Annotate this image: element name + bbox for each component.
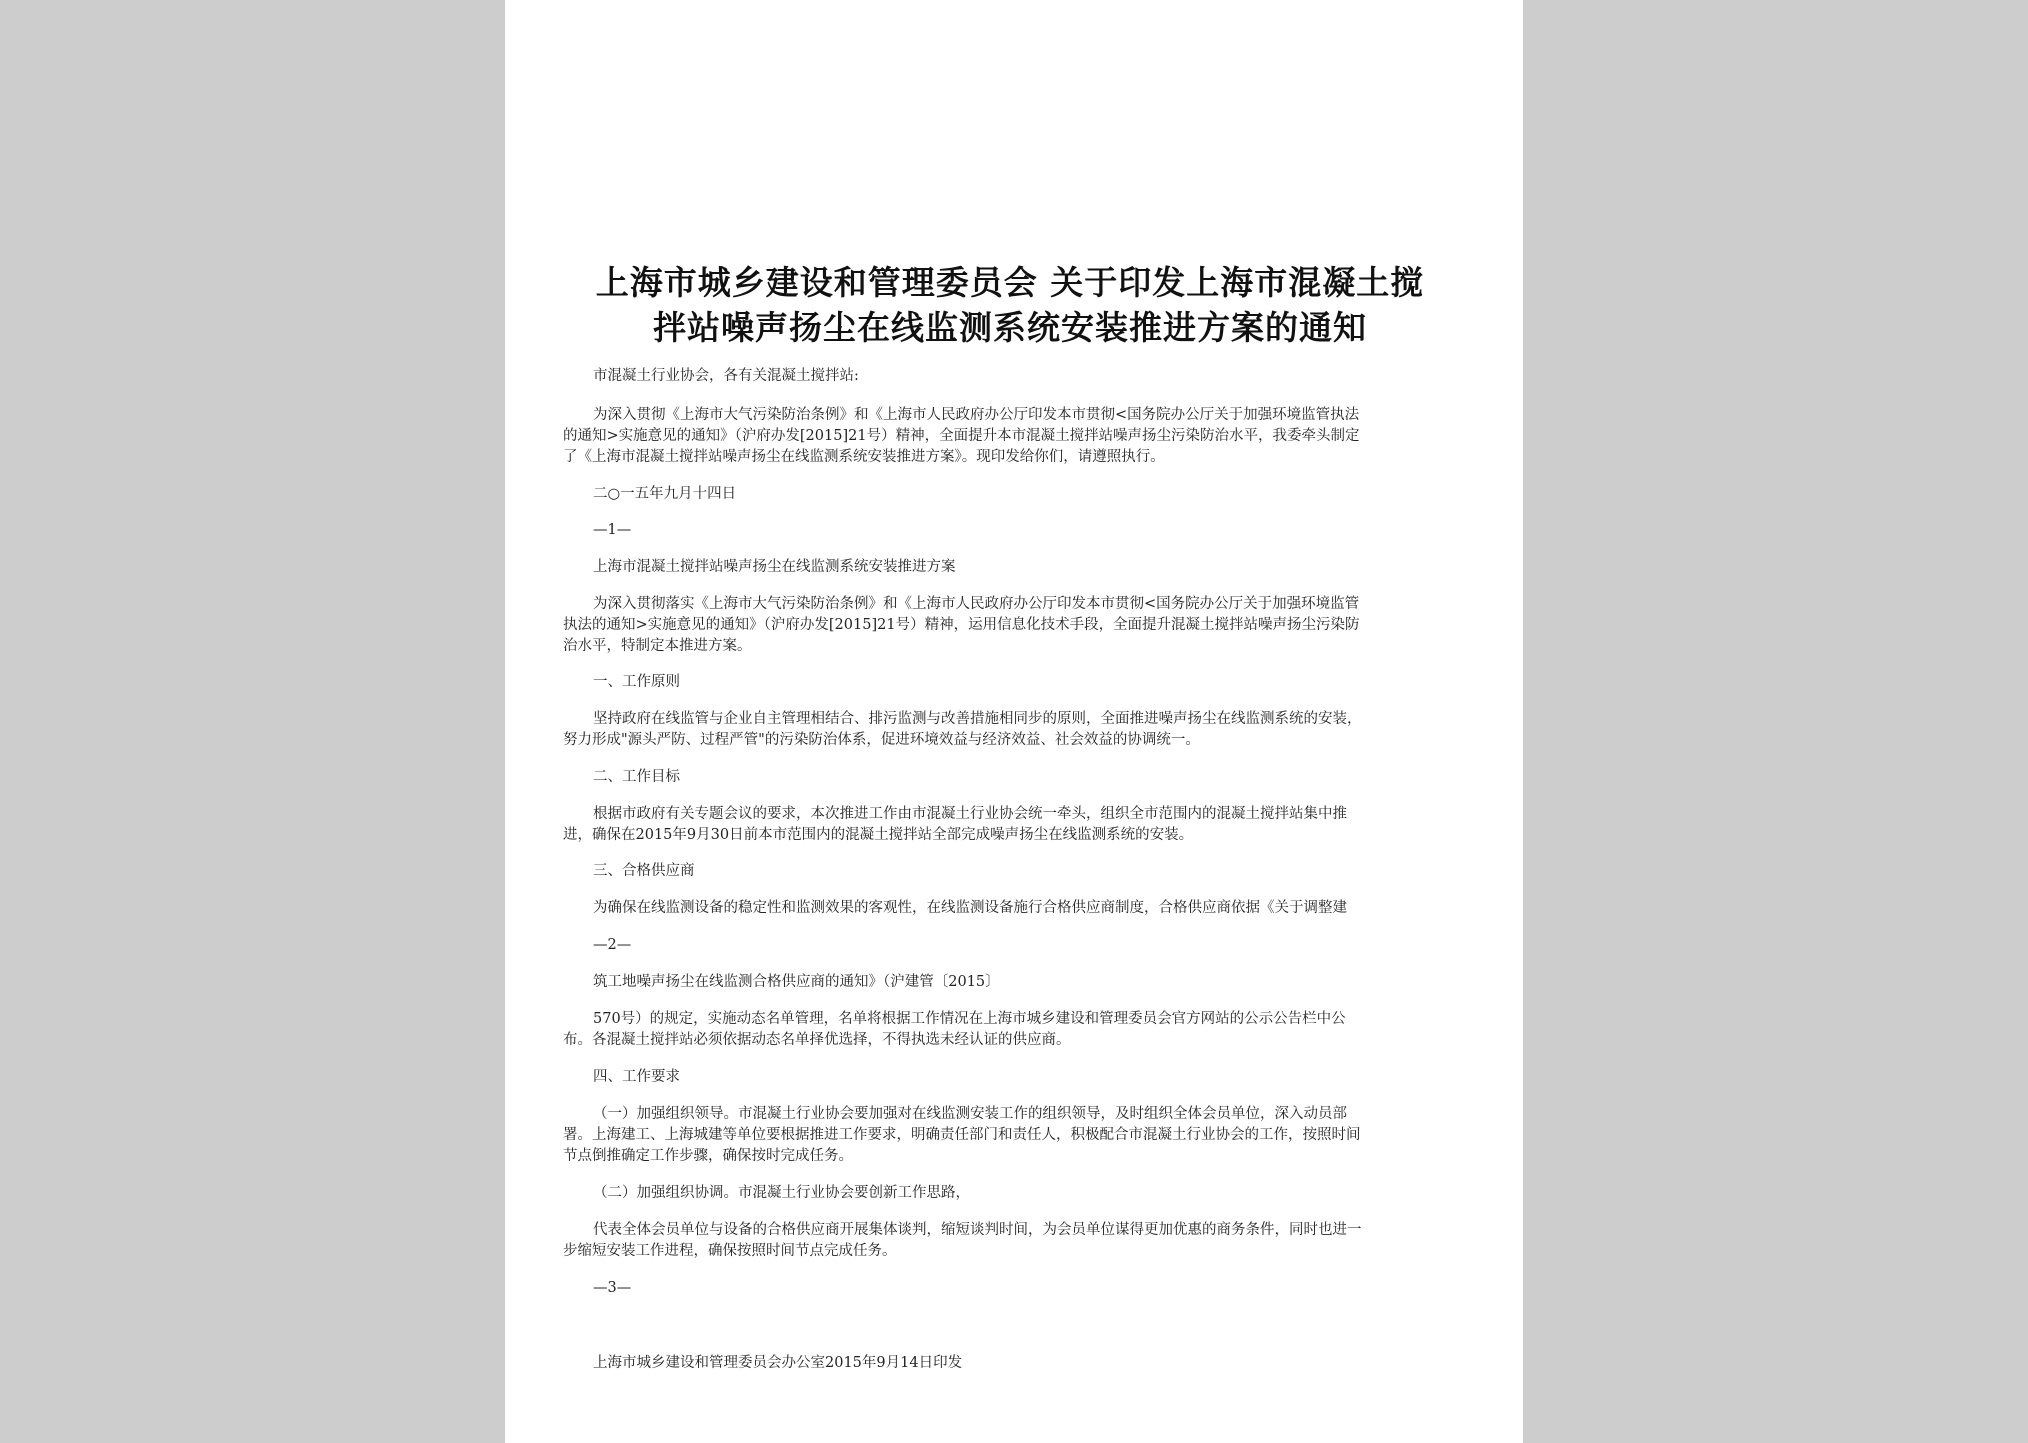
- requirement-2-line-2: 步缩短安装工作进程，确保按照时间节点完成任务。: [563, 1243, 897, 1259]
- section-2-heading: 二、工作目标: [593, 769, 680, 785]
- intro-line-2: 的通知>实施意见的通知》（沪府办发[2015]21号）精神，全面提升本市混凝土搅拌站噪声扬尘污染防治水平，我委牵头制定: [563, 428, 1360, 444]
- intro-line-3: 了《上海市混凝土搅拌站噪声扬尘在线监测系统安装推进方案》。现印发给你们，请遵照执行。: [563, 449, 1165, 465]
- plan-intro-line-2: 执法的通知>实施意见的通知》（沪府办发[2015]21号）精神，运用信息化技术手段，全面提升混凝土搅拌站噪声扬尘污染防: [563, 617, 1360, 633]
- page-number-1: —1—: [593, 522, 632, 538]
- continuation-line-2: 570号）的规定，实施动态名单管理，名单将根据工作情况在上海市城乡建设和管理委员会官方网站的公示公告栏中公: [593, 1011, 1346, 1027]
- section-1-heading: 一、工作原则: [593, 674, 680, 690]
- section-1-line-1: 坚持政府在线监管与企业自主管理相结合、排污监测与改善措施相同步的原则，全面推进噪声扬尘在线监测系统的安装，: [593, 711, 1362, 727]
- plan-intro-line-3: 治水平，特制定本推进方案。: [563, 638, 752, 654]
- continuation-line: 筑工地噪声扬尘在线监测合格供应商的通知》（沪建管〔2015〕: [593, 974, 1000, 990]
- document-page: [505, 0, 1523, 1443]
- section-1-line-2: 努力形成"源头严防、过程严管"的污染防治体系，促进环境效益与经济效益、社会效益的协调统一。: [563, 732, 1200, 748]
- intro-line-1: 为深入贯彻《上海市大气污染防治条例》和《上海市人民政府办公厅印发本市贯彻<国务院办公厅关于加强环境监管执法: [593, 407, 1360, 423]
- section-4-heading: 四、工作要求: [593, 1069, 680, 1085]
- plan-title: 上海市混凝土搅拌站噪声扬尘在线监测系统安装推进方案: [593, 559, 956, 575]
- addressee: 市混凝土行业协会，各有关混凝土搅拌站:: [593, 368, 859, 384]
- footer-issuer: 上海市城乡建设和管理委员会办公室2015年9月14日印发: [593, 1355, 963, 1371]
- requirement-2-line-1: 代表全体会员单位与设备的合格供应商开展集体谈判，缩短谈判时间，为会员单位谋得更加优惠的商务条件，同时也进一: [593, 1222, 1362, 1238]
- requirement-1-line-2: 署。上海建工、上海城建等单位要根据推进工作要求，明确责任部门和责任人，积极配合市混凝土行业协会的工作，按照时间: [563, 1127, 1361, 1143]
- requirement-2-heading: （二）加强组织协调。市混凝土行业协会要创新工作思路，: [593, 1185, 970, 1201]
- plan-intro-line-1: 为深入贯彻落实《上海市大气污染防治条例》和《上海市人民政府办公厅印发本市贯彻<国务院办公厅关于加强环境监管: [593, 596, 1360, 612]
- issue-date: 二○一五年九月十四日: [593, 486, 737, 502]
- document-title-line-2: 拌站噪声扬尘在线监测系统安装推进方案的通知: [653, 308, 1367, 347]
- requirement-1-line-3: 节点倒推确定工作步骤，确保按时完成任务。: [563, 1148, 853, 1164]
- requirement-1-line-1: （一）加强组织领导。市混凝土行业协会要加强对在线监测安装工作的组织领导，及时组织全体会员单位，深入动员部: [593, 1106, 1347, 1122]
- section-3-heading: 三、合格供应商: [593, 863, 695, 879]
- section-2-line-2: 进，确保在2015年9月30日前本市范围内的混凝土搅拌站全部完成噪声扬尘在线监测系统的安装。: [563, 827, 1194, 843]
- page-number-3: —3—: [593, 1280, 632, 1296]
- section-2-line-1: 根据市政府有关专题会议的要求，本次推进工作由市混凝土行业协会统一牵头，组织全市范围内的混凝土搅拌站集中推: [593, 806, 1347, 822]
- section-3-line-1: 为确保在线监测设备的稳定性和监测效果的客观性，在线监测设备施行合格供应商制度，合格供应商依据《关于调整建: [593, 900, 1347, 916]
- continuation-line-3: 布。各混凝土搅拌站必须依据动态名单择优选择，不得执选未经认证的供应商。: [563, 1032, 1071, 1048]
- document-title-line-1: 上海市城乡建设和管理委员会 关于印发上海市混凝土搅: [595, 263, 1425, 302]
- page-number-2: —2—: [593, 937, 632, 953]
